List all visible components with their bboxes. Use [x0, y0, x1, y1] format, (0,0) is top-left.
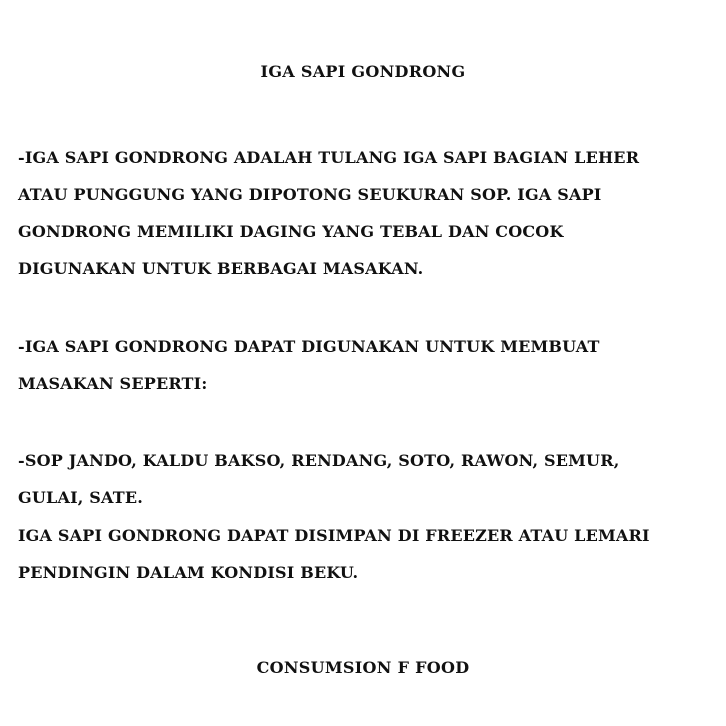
document-footer: CONSUMSION F FOOD	[256, 658, 470, 677]
document-title: IGA SAPI GONDRONG	[260, 62, 466, 81]
paragraph-storage: IGA SAPI GONDRONG DAPAT DISIMPAN DI FREEZER ATAU LEMARI PENDINGIN DALAM KONDISI BEKU.	[18, 526, 650, 582]
paragraph-usage: -IGA SAPI GONDRONG DAPAT DIGUNAKAN UNTUK MEMBUAT MASAKAN SEPERTI:	[18, 337, 600, 393]
paragraph-definition: -IGA SAPI GONDRONG ADALAH TULANG IGA SAPI BAGIAN LEHER ATAU PUNGGUNG YANG DIPOTONG SEUKURAN SOP. IGA SAPI GONDRONG MEMILIKI DAGING YANG TEBAL DAN COCOK DIGUNAKAN UNTUK BERBAGAI MASAKAN.	[18, 148, 640, 278]
paragraph-dish-list: -SOP JANDO, KALDU BAKSO, RENDANG, SOTO, RAWON, SEMUR, GULAI, SATE.	[18, 451, 620, 507]
